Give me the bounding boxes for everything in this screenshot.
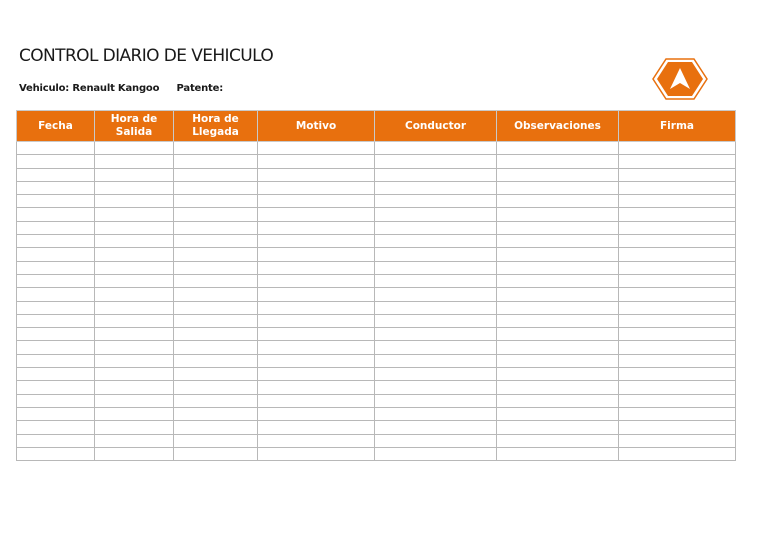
table-cell-observaciones[interactable] bbox=[497, 354, 619, 367]
vehicle-value: Renault Kangoo bbox=[72, 83, 160, 94]
table-cell-hora-llegada[interactable] bbox=[174, 208, 258, 221]
table-cell-conductor[interactable] bbox=[375, 274, 497, 287]
table-cell-firma[interactable] bbox=[619, 195, 736, 208]
table-cell-hora-salida[interactable] bbox=[95, 142, 174, 155]
column-header-hora-llegada: Hora de Llegada bbox=[174, 111, 258, 142]
table-cell-conductor[interactable] bbox=[375, 381, 497, 394]
table-cell-hora-llegada[interactable] bbox=[174, 142, 258, 155]
table-row bbox=[17, 407, 736, 420]
table-cell-firma[interactable] bbox=[619, 421, 736, 434]
table-cell-conductor[interactable] bbox=[375, 248, 497, 261]
patente-label: Patente: bbox=[176, 83, 223, 94]
table-cell-fecha[interactable] bbox=[17, 421, 95, 434]
table-cell-hora-salida[interactable] bbox=[95, 421, 174, 434]
table-cell-hora-llegada[interactable] bbox=[174, 221, 258, 234]
table-cell-observaciones[interactable] bbox=[497, 181, 619, 194]
table-cell-conductor[interactable] bbox=[375, 407, 497, 420]
table-cell-motivo[interactable] bbox=[258, 434, 375, 447]
table-cell-motivo[interactable] bbox=[258, 235, 375, 248]
table-cell-conductor[interactable] bbox=[375, 142, 497, 155]
table-cell-conductor[interactable] bbox=[375, 155, 497, 168]
table-row bbox=[17, 274, 736, 287]
table-cell-observaciones[interactable] bbox=[497, 328, 619, 341]
table-cell-hora-salida[interactable] bbox=[95, 447, 174, 460]
table-cell-conductor[interactable] bbox=[375, 421, 497, 434]
table-cell-observaciones[interactable] bbox=[497, 195, 619, 208]
company-logo-icon bbox=[652, 58, 708, 100]
table-cell-observaciones[interactable] bbox=[497, 155, 619, 168]
table-cell-hora-salida[interactable] bbox=[95, 368, 174, 381]
table-cell-hora-salida[interactable] bbox=[95, 235, 174, 248]
column-header-conductor: Conductor bbox=[375, 111, 497, 142]
vehicle-label: Vehiculo: bbox=[19, 83, 70, 94]
column-header-firma: Firma bbox=[619, 111, 736, 142]
table-cell-fecha[interactable] bbox=[17, 221, 95, 234]
table-cell-hora-llegada[interactable] bbox=[174, 381, 258, 394]
table-cell-motivo[interactable] bbox=[258, 341, 375, 354]
table-cell-fecha[interactable] bbox=[17, 155, 95, 168]
table-cell-motivo[interactable] bbox=[258, 168, 375, 181]
table-cell-observaciones[interactable] bbox=[497, 381, 619, 394]
table-cell-motivo[interactable] bbox=[258, 381, 375, 394]
column-header-hora-salida: Hora de Salida bbox=[95, 111, 174, 142]
table-cell-motivo[interactable] bbox=[258, 221, 375, 234]
table-cell-fecha[interactable] bbox=[17, 181, 95, 194]
table-cell-hora-salida[interactable] bbox=[95, 354, 174, 367]
table-cell-conductor[interactable] bbox=[375, 208, 497, 221]
table-cell-conductor[interactable] bbox=[375, 354, 497, 367]
table-row bbox=[17, 394, 736, 407]
table-cell-fecha[interactable] bbox=[17, 434, 95, 447]
table-row bbox=[17, 195, 736, 208]
table-cell-motivo[interactable] bbox=[258, 208, 375, 221]
table-cell-hora-llegada[interactable] bbox=[174, 434, 258, 447]
table-cell-hora-llegada[interactable] bbox=[174, 274, 258, 287]
table-cell-firma[interactable] bbox=[619, 368, 736, 381]
table-cell-hora-salida[interactable] bbox=[95, 314, 174, 327]
table-cell-motivo[interactable] bbox=[258, 301, 375, 314]
table-cell-hora-salida[interactable] bbox=[95, 155, 174, 168]
table-cell-observaciones[interactable] bbox=[497, 168, 619, 181]
table-cell-firma[interactable] bbox=[619, 221, 736, 234]
table-cell-fecha[interactable] bbox=[17, 208, 95, 221]
table-cell-hora-llegada[interactable] bbox=[174, 181, 258, 194]
table-cell-hora-llegada[interactable] bbox=[174, 407, 258, 420]
table-cell-hora-llegada[interactable] bbox=[174, 155, 258, 168]
table-row bbox=[17, 142, 736, 155]
table-cell-fecha[interactable] bbox=[17, 394, 95, 407]
table-header-row bbox=[17, 111, 736, 142]
table-cell-hora-salida[interactable] bbox=[95, 221, 174, 234]
table-cell-conductor[interactable] bbox=[375, 394, 497, 407]
table-cell-fecha[interactable] bbox=[17, 301, 95, 314]
table-cell-firma[interactable] bbox=[619, 208, 736, 221]
table-cell-motivo[interactable] bbox=[258, 368, 375, 381]
table-cell-observaciones[interactable] bbox=[497, 235, 619, 248]
table-cell-hora-llegada[interactable] bbox=[174, 168, 258, 181]
table-cell-fecha[interactable] bbox=[17, 261, 95, 274]
table-cell-observaciones[interactable] bbox=[497, 368, 619, 381]
table-cell-fecha[interactable] bbox=[17, 314, 95, 327]
table-row bbox=[17, 261, 736, 274]
table-cell-hora-llegada[interactable] bbox=[174, 248, 258, 261]
table-cell-firma[interactable] bbox=[619, 248, 736, 261]
table-cell-hora-salida[interactable] bbox=[95, 328, 174, 341]
table-row bbox=[17, 155, 736, 168]
table-cell-observaciones[interactable] bbox=[497, 394, 619, 407]
table-cell-observaciones[interactable] bbox=[497, 142, 619, 155]
table-cell-conductor[interactable] bbox=[375, 301, 497, 314]
table-cell-firma[interactable] bbox=[619, 341, 736, 354]
table-cell-firma[interactable] bbox=[619, 142, 736, 155]
table-cell-fecha[interactable] bbox=[17, 142, 95, 155]
table-cell-hora-salida[interactable] bbox=[95, 341, 174, 354]
table-cell-hora-salida[interactable] bbox=[95, 381, 174, 394]
table-cell-firma[interactable] bbox=[619, 434, 736, 447]
table-cell-motivo[interactable] bbox=[258, 407, 375, 420]
table-cell-observaciones[interactable] bbox=[497, 261, 619, 274]
table-cell-observaciones[interactable] bbox=[497, 274, 619, 287]
table-cell-motivo[interactable] bbox=[258, 421, 375, 434]
table-cell-hora-llegada[interactable] bbox=[174, 447, 258, 460]
table-cell-fecha[interactable] bbox=[17, 447, 95, 460]
table-cell-motivo[interactable] bbox=[258, 288, 375, 301]
table-cell-conductor[interactable] bbox=[375, 341, 497, 354]
table-row bbox=[17, 235, 736, 248]
column-header-observaciones: Observaciones bbox=[497, 111, 619, 142]
table-cell-observaciones[interactable] bbox=[497, 301, 619, 314]
table-cell-fecha[interactable] bbox=[17, 341, 95, 354]
table-cell-motivo[interactable] bbox=[258, 142, 375, 155]
table-row bbox=[17, 168, 736, 181]
table-cell-hora-salida[interactable] bbox=[95, 248, 174, 261]
table-cell-observaciones[interactable] bbox=[497, 221, 619, 234]
table-cell-firma[interactable] bbox=[619, 181, 736, 194]
table-cell-motivo[interactable] bbox=[258, 261, 375, 274]
table-cell-firma[interactable] bbox=[619, 288, 736, 301]
table-row bbox=[17, 248, 736, 261]
table-row bbox=[17, 328, 736, 341]
table-cell-hora-salida[interactable] bbox=[95, 208, 174, 221]
table-cell-motivo[interactable] bbox=[258, 195, 375, 208]
table-cell-hora-llegada[interactable] bbox=[174, 301, 258, 314]
table-row bbox=[17, 434, 736, 447]
table-cell-hora-salida[interactable] bbox=[95, 181, 174, 194]
table-cell-fecha[interactable] bbox=[17, 407, 95, 420]
table-cell-hora-salida[interactable] bbox=[95, 407, 174, 420]
table-cell-firma[interactable] bbox=[619, 261, 736, 274]
column-header-motivo: Motivo bbox=[258, 111, 375, 142]
table-cell-observaciones[interactable] bbox=[497, 248, 619, 261]
table-cell-conductor[interactable] bbox=[375, 314, 497, 327]
table-cell-hora-salida[interactable] bbox=[95, 434, 174, 447]
table-row bbox=[17, 314, 736, 327]
table-row bbox=[17, 208, 736, 221]
table-cell-hora-llegada[interactable] bbox=[174, 314, 258, 327]
table-cell-conductor[interactable] bbox=[375, 447, 497, 460]
table-cell-hora-llegada[interactable] bbox=[174, 394, 258, 407]
table-cell-observaciones[interactable] bbox=[497, 314, 619, 327]
table-row bbox=[17, 341, 736, 354]
table-cell-fecha[interactable] bbox=[17, 235, 95, 248]
table-cell-conductor[interactable] bbox=[375, 288, 497, 301]
vehicle-log-table bbox=[16, 110, 736, 461]
table-cell-observaciones[interactable] bbox=[497, 407, 619, 420]
table-cell-firma[interactable] bbox=[619, 314, 736, 327]
table-cell-conductor[interactable] bbox=[375, 328, 497, 341]
table-cell-fecha[interactable] bbox=[17, 274, 95, 287]
table-cell-fecha[interactable] bbox=[17, 368, 95, 381]
table-cell-hora-salida[interactable] bbox=[95, 274, 174, 287]
table-cell-conductor[interactable] bbox=[375, 221, 497, 234]
table-row bbox=[17, 301, 736, 314]
table-cell-fecha[interactable] bbox=[17, 288, 95, 301]
table-cell-conductor[interactable] bbox=[375, 168, 497, 181]
table-cell-hora-salida[interactable] bbox=[95, 195, 174, 208]
table-cell-hora-llegada[interactable] bbox=[174, 328, 258, 341]
table-cell-hora-llegada[interactable] bbox=[174, 235, 258, 248]
table-cell-firma[interactable] bbox=[619, 328, 736, 341]
table-cell-observaciones[interactable] bbox=[497, 208, 619, 221]
table-row bbox=[17, 447, 736, 460]
table-cell-firma[interactable] bbox=[619, 168, 736, 181]
table-cell-conductor[interactable] bbox=[375, 434, 497, 447]
table-cell-fecha[interactable] bbox=[17, 381, 95, 394]
table-cell-motivo[interactable] bbox=[258, 155, 375, 168]
table-cell-fecha[interactable] bbox=[17, 354, 95, 367]
table-row bbox=[17, 181, 736, 194]
table-cell-firma[interactable] bbox=[619, 274, 736, 287]
table-cell-hora-salida[interactable] bbox=[95, 301, 174, 314]
table-row bbox=[17, 221, 736, 234]
table-cell-conductor[interactable] bbox=[375, 368, 497, 381]
table-cell-hora-llegada[interactable] bbox=[174, 288, 258, 301]
table-cell-hora-llegada[interactable] bbox=[174, 368, 258, 381]
vehicle-info-line bbox=[19, 83, 223, 94]
table-cell-fecha[interactable] bbox=[17, 168, 95, 181]
table-cell-hora-llegada[interactable] bbox=[174, 354, 258, 367]
table-cell-conductor[interactable] bbox=[375, 235, 497, 248]
table-cell-firma[interactable] bbox=[619, 407, 736, 420]
table-cell-firma[interactable] bbox=[619, 447, 736, 460]
table-cell-fecha[interactable] bbox=[17, 328, 95, 341]
table-cell-motivo[interactable] bbox=[258, 354, 375, 367]
table-cell-hora-llegada[interactable] bbox=[174, 195, 258, 208]
table-cell-firma[interactable] bbox=[619, 381, 736, 394]
table-cell-firma[interactable] bbox=[619, 155, 736, 168]
table-row bbox=[17, 421, 736, 434]
table-cell-firma[interactable] bbox=[619, 301, 736, 314]
table-cell-motivo[interactable] bbox=[258, 394, 375, 407]
table-cell-observaciones[interactable] bbox=[497, 341, 619, 354]
table-cell-hora-salida[interactable] bbox=[95, 261, 174, 274]
table-row bbox=[17, 381, 736, 394]
table-cell-motivo[interactable] bbox=[258, 447, 375, 460]
table-row bbox=[17, 368, 736, 381]
table-cell-observaciones[interactable] bbox=[497, 434, 619, 447]
table-cell-hora-salida[interactable] bbox=[95, 288, 174, 301]
table-row bbox=[17, 354, 736, 367]
table-cell-hora-llegada[interactable] bbox=[174, 421, 258, 434]
table-cell-motivo[interactable] bbox=[258, 314, 375, 327]
table-cell-firma[interactable] bbox=[619, 235, 736, 248]
table-cell-motivo[interactable] bbox=[258, 248, 375, 261]
table-cell-conductor[interactable] bbox=[375, 181, 497, 194]
table-cell-fecha[interactable] bbox=[17, 195, 95, 208]
table-cell-observaciones[interactable] bbox=[497, 421, 619, 434]
table-cell-hora-llegada[interactable] bbox=[174, 261, 258, 274]
document-title: CONTROL DIARIO DE VEHICULO bbox=[19, 46, 274, 66]
table-cell-observaciones[interactable] bbox=[497, 447, 619, 460]
column-header-fecha: Fecha bbox=[17, 111, 95, 142]
table-row bbox=[17, 288, 736, 301]
table-cell-hora-salida[interactable] bbox=[95, 394, 174, 407]
table-cell-motivo[interactable] bbox=[258, 274, 375, 287]
table-cell-fecha[interactable] bbox=[17, 248, 95, 261]
table-cell-firma[interactable] bbox=[619, 394, 736, 407]
table-cell-firma[interactable] bbox=[619, 354, 736, 367]
table-cell-observaciones[interactable] bbox=[497, 288, 619, 301]
table-cell-hora-salida[interactable] bbox=[95, 168, 174, 181]
table-cell-motivo[interactable] bbox=[258, 328, 375, 341]
table-cell-motivo[interactable] bbox=[258, 181, 375, 194]
table-cell-conductor[interactable] bbox=[375, 195, 497, 208]
table-cell-hora-llegada[interactable] bbox=[174, 341, 258, 354]
table-cell-conductor[interactable] bbox=[375, 261, 497, 274]
